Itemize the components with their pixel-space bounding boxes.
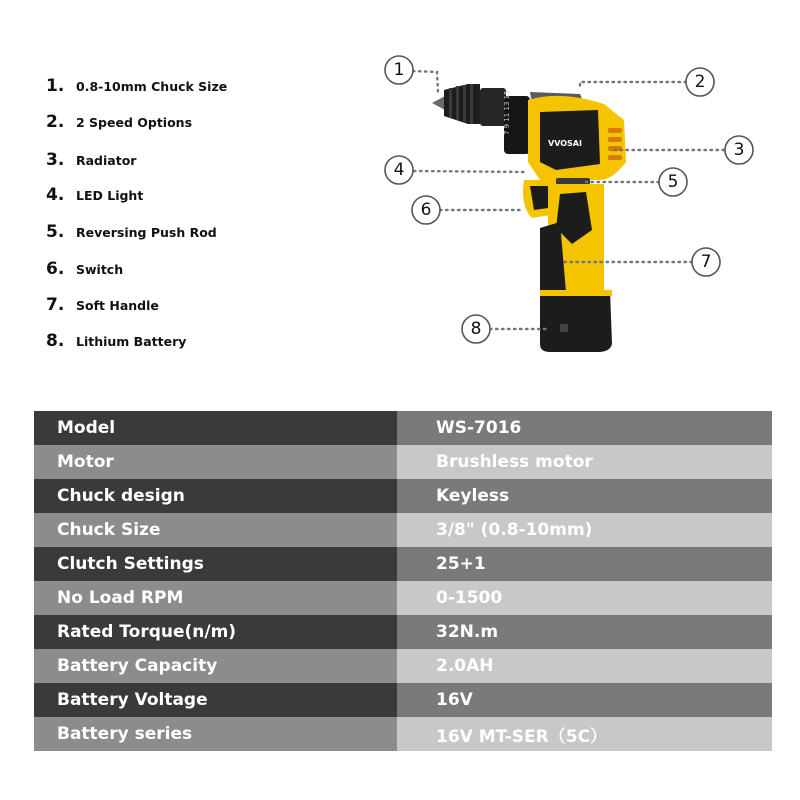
spec-table	[34, 411, 772, 751]
callout-number: 4	[393, 160, 405, 180]
leader-line-1	[413, 71, 438, 92]
spec-key: Chuck design	[34, 479, 397, 513]
drill-diagram	[0, 0, 800, 380]
spec-key: Chuck Size	[34, 513, 397, 547]
spec-row-battery-voltage	[34, 683, 772, 717]
bit-tip	[432, 96, 445, 110]
callout-3	[725, 136, 753, 164]
feature-label: Switch	[76, 262, 124, 277]
feature-number: 2.	[46, 112, 65, 132]
feature-label: 2 Speed Options	[76, 115, 193, 130]
spec-row-no-load-rpm	[34, 581, 772, 615]
feature-number: 7.	[46, 295, 65, 315]
spec-key: No Load RPM	[34, 581, 397, 615]
leader-line-2	[580, 82, 686, 90]
spec-row-battery-series	[34, 717, 772, 751]
callout-number: 1	[393, 60, 405, 80]
callout-number: 8	[470, 319, 482, 339]
feature-label: Lithium Battery	[76, 334, 187, 349]
drill-illustration	[432, 84, 626, 352]
spec-row-motor	[34, 445, 772, 479]
lithium-battery	[540, 290, 612, 352]
svg-text:7 9 11 13 15: 7 9 11 13 15	[503, 90, 511, 135]
spec-key: Battery series	[34, 717, 397, 751]
callout-8	[462, 315, 490, 343]
spec-value: 0-1500	[397, 581, 772, 615]
spec-value: 3/8" (0.8-10mm)	[397, 513, 772, 547]
spec-value: 16V	[397, 683, 772, 717]
spec-key: Battery Voltage	[34, 683, 397, 717]
feature-label: Radiator	[76, 153, 137, 168]
spec-value: Brushless motor	[397, 445, 772, 479]
callout-2	[686, 68, 714, 96]
spec-key: Rated Torque(n/m)	[34, 615, 397, 649]
feature-label: LED Light	[76, 188, 144, 203]
spec-key: Model	[34, 411, 397, 445]
feature-label: Soft Handle	[76, 298, 159, 313]
feature-number: 4.	[46, 185, 65, 205]
spec-key: Battery Capacity	[34, 649, 397, 683]
spec-row-rated-torque	[34, 615, 772, 649]
spec-value: WS-7016	[397, 411, 772, 445]
callout-number: 7	[700, 252, 712, 272]
spec-key: Clutch Settings	[34, 547, 397, 581]
spec-row-model	[34, 411, 772, 445]
callout-4	[385, 156, 413, 184]
callout-number: 3	[733, 140, 745, 160]
feature-label: 0.8-10mm Chuck Size	[76, 79, 228, 94]
spec-value: 2.0AH	[397, 649, 772, 683]
reversing-rod	[556, 178, 590, 185]
feature-number: 3.	[46, 150, 65, 170]
spec-value: Keyless	[397, 479, 772, 513]
spec-row-clutch-settings	[34, 547, 772, 581]
spec-key: Motor	[34, 445, 397, 479]
spec-value: 16V MT-SER（5C）	[397, 717, 772, 751]
callout-6	[412, 196, 440, 224]
spec-value: 32N.m	[397, 615, 772, 649]
callout-number: 6	[420, 200, 432, 220]
feature-number: 6.	[46, 259, 65, 279]
clutch-ring	[503, 90, 530, 154]
spec-value: 25+1	[397, 547, 772, 581]
callout-number: 5	[667, 172, 679, 192]
feature-number: 5.	[46, 222, 65, 242]
spec-row-chuck-design	[34, 479, 772, 513]
spec-row-battery-capacity	[34, 649, 772, 683]
feature-number: 8.	[46, 331, 65, 351]
spec-row-chuck-size	[34, 513, 772, 547]
feature-number: 1.	[46, 76, 65, 96]
callout-number: 2	[694, 72, 706, 92]
callout-1	[385, 56, 413, 84]
brand-logo: VVOSAI	[548, 139, 582, 148]
chuck	[444, 84, 506, 126]
leader-line-4	[414, 171, 524, 172]
callout-5	[659, 168, 687, 196]
feature-label: Reversing Push Rod	[76, 225, 217, 240]
callout-7	[692, 248, 720, 276]
